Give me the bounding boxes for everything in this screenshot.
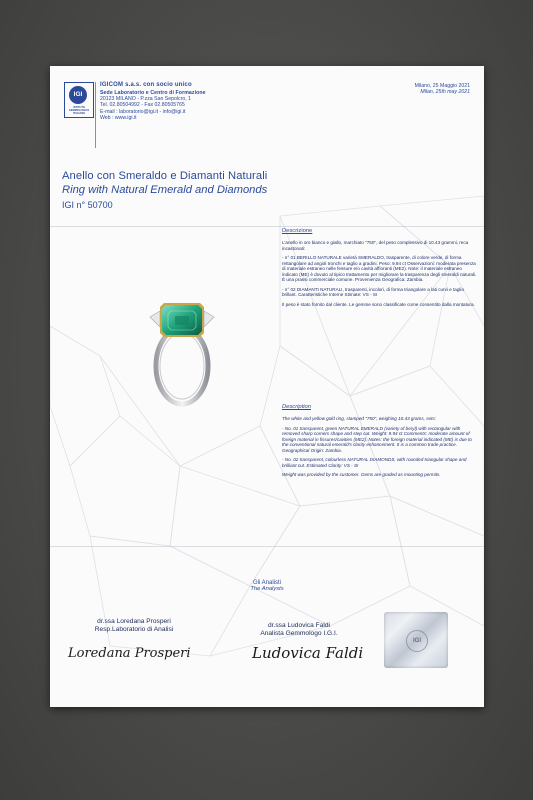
description-paragraph: Weight was provided by the customer. Gems are graded as mounting permits. xyxy=(282,472,441,477)
title-english: Ring with Natural Emerald and Diamonds xyxy=(62,184,268,196)
descrizione-paragraph: Il peso è stato fornito dal cliente. Le gemme sono classificate come consentito dalla montatura. xyxy=(282,301,475,307)
igi-logo-caption: ISTITUTO GEMMOLOGICO ITALIANO xyxy=(68,106,90,116)
description-paragraph: - No. 01 transparent, green NATURAL EMERALD (variety of beryl) with rectangular with removed sharp corners shape and step cut. Weight: 9.94 ct Comments: moderate amount of foreign material in fissures/cavities (ME2). Notes: the foreign material indicated (ME) is due to the conventional natural emerald's clarity enhancement. It is a common trade practice. Geographical Origin: Zambia. xyxy=(282,425,472,453)
fold-line-bottom xyxy=(50,546,484,547)
header-divider xyxy=(95,82,96,148)
description-paragraph: The white and yellow gold ring, stamped "750", weighing 10.43 grams, sets: xyxy=(282,416,436,421)
analyst-right xyxy=(239,622,359,639)
company-name: IGICOM s.a.s. con socio unico xyxy=(100,82,192,88)
analyst-left xyxy=(74,618,194,635)
analysts-english: The Analysts xyxy=(250,586,284,592)
fold-line-top xyxy=(50,226,484,227)
signature-left: Loredana Prosperi xyxy=(68,646,191,661)
descrizione-heading: Descrizione xyxy=(282,228,313,234)
lab-phone: Tel. 02.80504992 - Fax 02.80505765 xyxy=(100,102,185,109)
date-english: Milan, 25th may 2021 xyxy=(420,89,470,96)
analyst-right-name: dr.ssa Ludovica Faldi xyxy=(268,622,330,629)
hologram-seal-icon: IGI xyxy=(406,630,428,652)
lab-email: E-mail : laboratorio@igi.it - info@igi.it xyxy=(100,108,186,115)
certificate-page xyxy=(50,66,484,707)
descrizione-paragraph: L'anello in oro bianco e giallo, marchiato "750", del peso complessivo di 10.43 grammi, reca incastonati: xyxy=(282,240,469,251)
description-text xyxy=(282,416,478,482)
signature-right: Ludovica Faldi xyxy=(252,644,364,662)
analyst-right-role: Analista Gemmologo I.G.I. xyxy=(260,630,338,638)
certificate-number: IGI n° 50700 xyxy=(62,200,113,210)
igi-logo xyxy=(64,82,94,118)
descrizione-text xyxy=(282,240,478,311)
issue-date xyxy=(415,83,470,96)
analyst-left-role: Resp.Laboratorio di Analisi xyxy=(94,626,174,634)
ring-photo xyxy=(140,271,220,421)
lab-web: Web : www.igi.it xyxy=(100,114,137,121)
lab-name: Sede Laboratorio e Centro di Formazione xyxy=(100,89,206,96)
hologram-sticker xyxy=(384,612,448,668)
analyst-left-name: dr.ssa Loredana Prosperi xyxy=(97,618,171,625)
analysts-heading xyxy=(50,580,484,592)
date-italian: Milano, 25 Maggio 2021 xyxy=(414,83,470,89)
background-geometric-pattern xyxy=(50,66,484,707)
lab-header xyxy=(100,82,206,121)
descrizione-paragraph: - n° 01 BERILLO NATURALE varietà SMERALDO, trasparente, di colore verde, di forma rettangolare ad angoli tronchi e taglio a gradini. Peso: 9.94 ct Osservazioni: moderata presenza di materiale estraneo nelle fessure e/o cavità affioranti (ME2). Note: il materiale estraneo indicato (ME) è dovuto al tipico trattamento per migliorare la trasparenza degli smeraldi naturali. È una prassi commerciale comune. Provenienza Geografica: Zambia. xyxy=(282,255,477,282)
lab-address: 20123 MILANO - P.zza San Sepolcro, 1 xyxy=(100,96,192,103)
description-paragraph: - No. 02 transparent, colourless NATURAL DIAMONDS, with rounded triangular shape and brilliant cut. Estimated Clarity: VS - SI xyxy=(282,457,467,468)
analysts-italian: Gli Analisti xyxy=(252,580,281,586)
igi-seal-icon: IGI xyxy=(69,86,87,104)
description-heading: Description xyxy=(282,404,311,410)
descrizione-paragraph: - n° 02 DIAMANTI NATURALI, trasparenti, incolori, di forma triangolare a lati curvi e taglio brillant. Caratteristiche Interne Stimate: VS - SI xyxy=(282,286,464,297)
title-italian: Anello con Smeraldo e Diamanti Naturali xyxy=(62,170,268,182)
